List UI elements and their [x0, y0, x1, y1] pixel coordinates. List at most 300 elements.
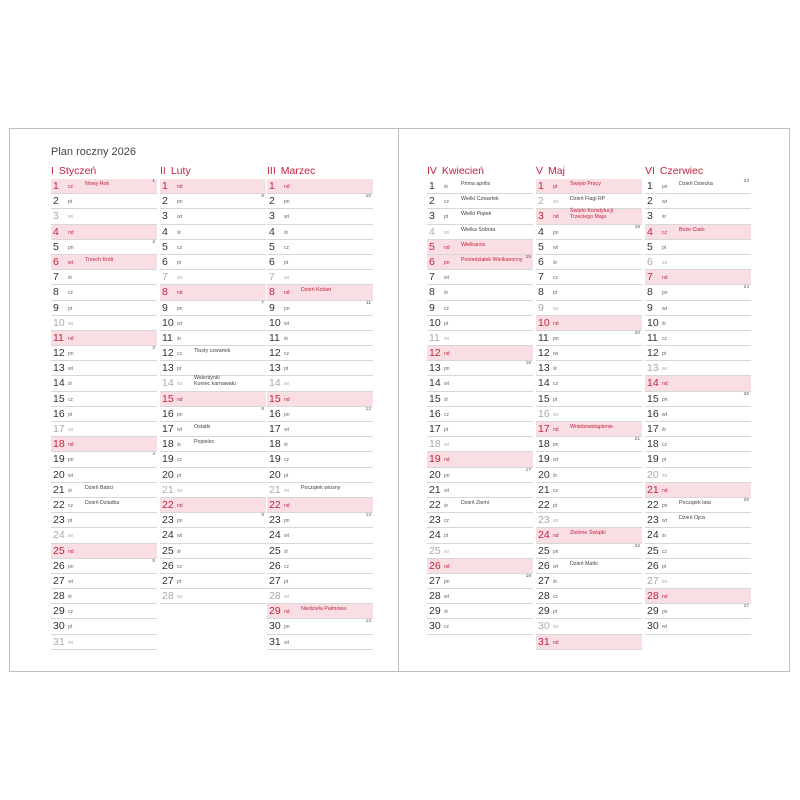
- week-number: 23: [743, 179, 749, 184]
- weekday-label: wt: [177, 214, 182, 221]
- day-number: 12: [429, 347, 441, 360]
- day-row: [51, 589, 157, 604]
- weekday-label: śr: [444, 396, 449, 403]
- day-row: [427, 407, 533, 422]
- day-number: 8: [538, 286, 544, 299]
- day-row: [427, 468, 533, 483]
- month-header: [51, 165, 157, 178]
- weekday-label: śr: [553, 578, 558, 585]
- day-row: [427, 225, 533, 240]
- day-number: 17: [269, 423, 281, 435]
- day-number: 23: [162, 514, 174, 527]
- weekday-label: so: [177, 594, 183, 601]
- event-label: Dzień Matki: [570, 560, 598, 567]
- day-number: 7: [538, 271, 544, 284]
- day-row: [160, 589, 266, 604]
- event-label: Niedziela Palmowa: [301, 606, 347, 613]
- week-number: 17: [525, 467, 531, 473]
- weekday-label: cz: [662, 442, 667, 449]
- week-number: 26: [743, 497, 749, 503]
- weekday-label: pt: [68, 199, 73, 206]
- day-number: 10: [429, 316, 441, 329]
- weekday-label: pn: [177, 518, 183, 525]
- day-number: 22: [53, 498, 65, 511]
- day-row: [427, 240, 533, 255]
- month-roman: IV: [427, 165, 437, 177]
- weekday-label: so: [553, 305, 559, 312]
- day-number: 9: [162, 301, 168, 314]
- day-number: 22: [538, 498, 550, 511]
- day-row: [536, 483, 642, 498]
- day-number: 23: [53, 514, 65, 527]
- weekday-label: pn: [284, 624, 290, 631]
- day-row: [536, 498, 642, 513]
- day-row: [160, 407, 266, 422]
- day-row: [645, 240, 751, 255]
- day-row: [267, 635, 373, 650]
- day-row: [160, 468, 266, 483]
- day-row: [536, 179, 642, 194]
- event-label: Początek lata: [679, 499, 711, 506]
- day-row: [267, 483, 373, 498]
- day-number: 24: [429, 529, 441, 542]
- month-june: [645, 165, 751, 635]
- weekday-label: cz: [177, 244, 182, 251]
- weekday-label: cz: [662, 229, 667, 236]
- weekday-label: pn: [553, 442, 559, 449]
- weekday-label: pt: [553, 290, 558, 297]
- day-row: [536, 468, 642, 483]
- day-row: [267, 559, 373, 574]
- day-row: [267, 270, 373, 285]
- day-number: 11: [269, 331, 280, 344]
- weekday-label: cz: [662, 548, 667, 555]
- day-number: 10: [53, 316, 65, 329]
- week-number: 4: [152, 452, 155, 458]
- weekday-label: pt: [553, 609, 558, 616]
- weekday-label: pt: [177, 578, 182, 585]
- event-label: Poniedziałek Wielkanocny: [461, 256, 523, 263]
- day-row: [51, 559, 157, 574]
- day-number: 15: [429, 392, 441, 405]
- weekday-label: pn: [68, 351, 74, 358]
- day-row: [160, 270, 266, 285]
- day-number: 6: [538, 255, 544, 268]
- day-row: [536, 285, 642, 300]
- day-row: [51, 361, 157, 376]
- day-row: [645, 468, 751, 483]
- event-label: Dzień Flagi RP: [570, 196, 606, 203]
- weekday-label: pn: [177, 199, 183, 206]
- day-list: [160, 179, 266, 604]
- weekday-label: nd: [68, 335, 74, 342]
- day-number: 28: [162, 590, 174, 603]
- day-number: 9: [429, 301, 435, 314]
- weekday-label: cz: [662, 335, 667, 342]
- event-label: Święto Pracy: [570, 181, 601, 187]
- day-number: 14: [162, 377, 174, 390]
- day-row: [160, 559, 266, 574]
- week-number: 6: [261, 194, 264, 200]
- page-title: Plan roczny 2026: [51, 146, 136, 158]
- day-number: 28: [53, 590, 65, 603]
- day-number: 3: [269, 210, 275, 223]
- day-number: 22: [269, 498, 281, 511]
- day-row: [160, 452, 266, 467]
- weekday-label: cz: [444, 518, 449, 525]
- weekday-label: pn: [662, 290, 668, 297]
- weekday-label: pt: [444, 320, 449, 327]
- day-row: [427, 437, 533, 452]
- day-row: [427, 270, 533, 285]
- weekday-label: pn: [662, 502, 668, 509]
- month-march: [267, 165, 373, 650]
- day-row: [51, 619, 157, 634]
- day-number: 16: [647, 407, 659, 420]
- week-number: 12: [365, 406, 371, 412]
- day-number: 17: [162, 423, 174, 435]
- day-number: 4: [53, 225, 59, 238]
- day-row: [267, 468, 373, 483]
- day-number: 23: [538, 514, 550, 527]
- weekday-label: so: [284, 594, 290, 601]
- day-number: 17: [647, 423, 659, 435]
- weekday-label: so: [177, 487, 183, 494]
- day-number: 24: [269, 529, 281, 542]
- day-number: 31: [53, 635, 65, 648]
- day-row: [645, 209, 751, 224]
- weekday-label: śr: [284, 229, 289, 236]
- day-number: 21: [162, 483, 174, 496]
- day-number: 27: [647, 574, 659, 587]
- day-row: [645, 376, 751, 391]
- day-row: [645, 361, 751, 376]
- day-row: [51, 285, 157, 300]
- day-row: [51, 346, 157, 361]
- day-number: 30: [429, 620, 441, 633]
- weekday-label: pt: [68, 624, 73, 631]
- month-roman: VI: [645, 165, 655, 177]
- day-number: 3: [538, 210, 544, 223]
- day-row: [267, 316, 373, 331]
- day-row: [267, 301, 373, 316]
- day-row: [536, 437, 642, 452]
- weekday-label: nd: [662, 594, 668, 601]
- day-number: 21: [647, 483, 659, 496]
- day-row: [267, 452, 373, 467]
- day-row: [160, 422, 266, 437]
- weekday-label: nd: [68, 548, 74, 555]
- day-row: [427, 301, 533, 316]
- day-number: 13: [162, 362, 174, 375]
- day-number: 29: [429, 605, 441, 618]
- day-number: 30: [538, 620, 550, 633]
- weekday-label: pn: [284, 518, 290, 525]
- weekday-label: pt: [553, 184, 558, 190]
- day-number: 29: [53, 605, 65, 618]
- week-number: 21: [634, 437, 640, 443]
- event-label: Boże Ciało: [679, 226, 705, 233]
- day-row: [536, 376, 642, 391]
- day-row: [267, 589, 373, 604]
- weekday-label: śr: [553, 366, 558, 373]
- day-row: [267, 361, 373, 376]
- day-row: [536, 422, 642, 437]
- weekday-label: wt: [662, 305, 667, 312]
- weekday-label: cz: [68, 396, 73, 403]
- weekday-label: nd: [284, 502, 290, 509]
- day-row: [536, 240, 642, 255]
- weekday-label: śr: [553, 472, 558, 479]
- day-number: 19: [162, 453, 174, 466]
- weekday-label: wt: [177, 533, 182, 540]
- weekday-label: cz: [444, 624, 449, 631]
- weekday-label: nd: [284, 290, 290, 297]
- weekday-label: so: [444, 442, 450, 449]
- day-row: [536, 589, 642, 604]
- weekday-label: śr: [444, 290, 449, 297]
- day-number: 18: [647, 438, 659, 451]
- day-number: 30: [269, 620, 281, 633]
- weekday-label: pt: [177, 259, 182, 266]
- weekday-label: pn: [68, 457, 74, 464]
- weekday-label: wt: [662, 624, 667, 631]
- day-number: 22: [647, 498, 659, 511]
- weekday-label: nd: [177, 396, 183, 403]
- day-row: [51, 255, 157, 270]
- day-row: [536, 513, 642, 528]
- day-row: [536, 209, 642, 224]
- weekday-label: pn: [662, 609, 668, 616]
- day-number: 28: [538, 590, 550, 603]
- day-number: 4: [269, 225, 275, 238]
- day-number: 14: [538, 377, 550, 390]
- day-number: 15: [538, 392, 550, 405]
- day-number: 5: [269, 240, 275, 253]
- week-number: 2: [152, 239, 155, 245]
- day-row: [51, 301, 157, 316]
- day-row: [160, 179, 266, 194]
- day-number: 11: [538, 331, 549, 344]
- weekday-label: wt: [177, 427, 182, 433]
- weekday-label: pn: [68, 563, 74, 570]
- weekday-label: nd: [284, 609, 290, 616]
- weekday-label: śr: [662, 533, 667, 540]
- day-row: [160, 483, 266, 498]
- day-row: [267, 225, 373, 240]
- day-row: [267, 513, 373, 528]
- event-label: Prima aprilis: [461, 181, 491, 187]
- weekday-label: śr: [284, 548, 289, 555]
- day-row: [267, 209, 373, 224]
- day-row: [51, 376, 157, 391]
- day-number: 7: [162, 271, 168, 284]
- day-number: 20: [162, 468, 174, 481]
- weekday-label: pt: [284, 366, 289, 373]
- weekday-label: pt: [177, 366, 182, 373]
- week-number: 10: [365, 194, 371, 200]
- day-number: 14: [647, 377, 659, 390]
- day-row: [51, 331, 157, 346]
- day-row: [645, 179, 751, 194]
- day-number: 5: [647, 240, 653, 253]
- day-row: [536, 635, 642, 650]
- day-number: 13: [53, 362, 65, 375]
- weekday-label: wt: [177, 320, 182, 327]
- day-row: [51, 513, 157, 528]
- day-number: 28: [429, 590, 441, 603]
- day-row: [51, 422, 157, 437]
- weekday-label: pt: [68, 411, 73, 418]
- day-row: [267, 619, 373, 634]
- day-row: [645, 559, 751, 574]
- day-number: 10: [269, 316, 281, 329]
- weekday-label: pt: [662, 457, 667, 464]
- day-row: [267, 179, 373, 194]
- day-row: [51, 270, 157, 285]
- day-number: 14: [429, 377, 441, 390]
- day-row: [645, 407, 751, 422]
- day-number: 15: [53, 392, 65, 405]
- day-number: 7: [647, 271, 653, 284]
- day-row: [51, 483, 157, 498]
- weekday-label: so: [444, 229, 450, 236]
- day-number: 27: [53, 574, 65, 587]
- day-number: 26: [53, 559, 65, 572]
- day-number: 1: [53, 180, 59, 192]
- day-row: [51, 240, 157, 255]
- day-list: [536, 179, 642, 650]
- day-row: [267, 498, 373, 513]
- weekday-label: śr: [444, 502, 449, 509]
- weekday-label: wt: [68, 472, 73, 479]
- day-row: [536, 574, 642, 589]
- weekday-label: so: [553, 624, 559, 631]
- day-number: 19: [647, 453, 659, 466]
- weekday-label: pn: [177, 305, 183, 312]
- event-label: Ostatki: [194, 424, 211, 430]
- day-list: [267, 179, 373, 650]
- day-number: 12: [53, 347, 65, 360]
- day-row: [267, 407, 373, 422]
- day-number: 6: [53, 255, 59, 268]
- week-number: 15: [525, 254, 531, 260]
- day-row: [645, 513, 751, 528]
- weekday-label: wt: [662, 199, 667, 206]
- weekday-label: wt: [284, 427, 289, 433]
- weekday-label: so: [662, 259, 668, 266]
- day-row: [160, 498, 266, 513]
- day-row: [160, 346, 266, 361]
- weekday-label: nd: [662, 275, 668, 282]
- day-row: [645, 331, 751, 346]
- day-row: [536, 316, 642, 331]
- day-row: [51, 468, 157, 483]
- day-number: 19: [53, 453, 65, 466]
- day-row: [160, 544, 266, 559]
- weekday-label: śr: [177, 442, 182, 449]
- day-number: 20: [53, 468, 65, 481]
- day-row: [160, 574, 266, 589]
- weekday-label: wt: [284, 639, 289, 646]
- day-number: 11: [429, 331, 440, 344]
- week-number: 11: [366, 300, 371, 306]
- day-row: [160, 376, 266, 391]
- weekday-label: wt: [444, 487, 449, 494]
- day-row: [645, 285, 751, 300]
- month-roman: I: [51, 165, 54, 177]
- month-name: Luty: [170, 165, 191, 177]
- weekday-label: nd: [284, 396, 290, 403]
- weekday-label: nd: [68, 229, 74, 236]
- day-number: 20: [647, 468, 659, 481]
- weekday-label: nd: [284, 184, 290, 190]
- weekday-label: nd: [553, 320, 559, 327]
- weekday-label: nd: [553, 427, 559, 433]
- weekday-label: pt: [553, 502, 558, 509]
- day-row: [536, 407, 642, 422]
- weekday-label: pn: [444, 472, 450, 479]
- day-row: [160, 285, 266, 300]
- day-number: 27: [162, 574, 174, 587]
- month-header: [645, 165, 751, 178]
- day-row: [427, 559, 533, 574]
- weekday-label: pt: [284, 472, 289, 479]
- day-row: [536, 301, 642, 316]
- day-number: 17: [538, 423, 550, 435]
- day-row: [160, 255, 266, 270]
- weekday-label: so: [68, 427, 74, 433]
- week-number: 9: [261, 513, 264, 519]
- weekday-label: so: [662, 578, 668, 585]
- event-label: Wielki Piątek: [461, 211, 492, 218]
- day-number: 5: [162, 240, 168, 253]
- event-label: Dzień Ziemi: [461, 499, 489, 506]
- day-row: [645, 346, 751, 361]
- day-number: 8: [429, 286, 435, 299]
- weekday-label: nd: [444, 244, 450, 251]
- day-number: 24: [538, 529, 550, 542]
- weekday-label: śr: [177, 335, 182, 342]
- day-number: 19: [429, 453, 441, 466]
- day-number: 8: [647, 286, 653, 299]
- weekday-label: nd: [177, 502, 183, 509]
- day-row: [427, 255, 533, 270]
- day-number: 29: [538, 605, 550, 618]
- event-label: Początek wiosny: [301, 484, 341, 491]
- week-number: 22: [634, 543, 640, 549]
- day-row: [427, 619, 533, 634]
- day-number: 23: [647, 514, 659, 527]
- day-row: [427, 589, 533, 604]
- day-number: 20: [269, 468, 281, 481]
- event-label: Walentynki Koniec karnawału: [194, 375, 236, 388]
- day-row: [427, 604, 533, 619]
- weekday-label: pt: [444, 533, 449, 540]
- weekday-label: nd: [662, 381, 668, 388]
- day-row: [536, 452, 642, 467]
- day-number: 16: [538, 407, 550, 420]
- weekday-label: pt: [284, 578, 289, 585]
- day-number: 16: [429, 407, 441, 420]
- day-row: [427, 376, 533, 391]
- event-label: Wielkanoc: [461, 241, 486, 248]
- weekday-label: pn: [444, 578, 450, 585]
- day-number: 6: [429, 255, 435, 268]
- weekday-label: śr: [68, 381, 73, 388]
- weekday-label: wt: [553, 244, 558, 251]
- day-row: [51, 225, 157, 240]
